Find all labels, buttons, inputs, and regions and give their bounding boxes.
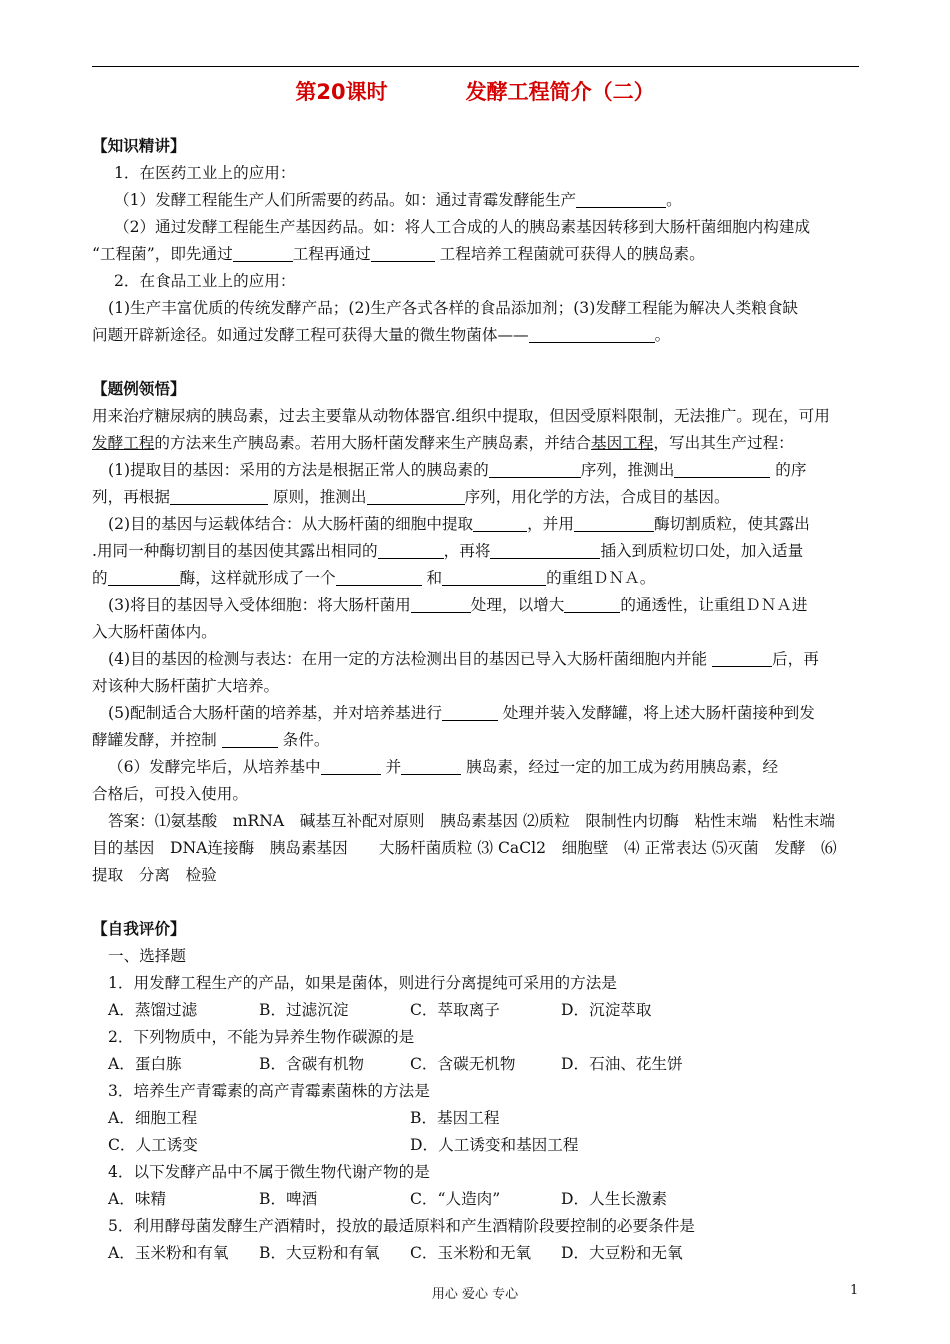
text-line: 用来治疗糖尿病的胰岛素，过去主要靠从动物体器官.组织中提取，但因受原料限制，无法推广。现在，可用 [92, 407, 830, 425]
fill-blank[interactable] [401, 758, 461, 775]
text-line: (3)将目的基因导入受体细胞：将大肠杆菌用 处理，以增大 的通透性，让重组ＤＮＡ进 [108, 596, 808, 614]
text-line: 2．在食品工业上的应用： [114, 272, 296, 290]
answer-line: 答案：⑴氨基酸 mRNA 碱基互补配对原则 胰岛素基因 ⑵质粒 限制性内切酶 粘性末端 粘性末端 [108, 812, 835, 830]
option[interactable]: A．味精 [108, 1190, 167, 1208]
question-3: 3．培养生产青霉素的高产青霉素菌株的方法是 [108, 1082, 430, 1100]
fill-blank[interactable] [321, 758, 381, 775]
option[interactable]: C．人工诱变 [108, 1136, 198, 1154]
question-2-options [92, 1051, 860, 1078]
answer-line: 提取 分离 检验 [92, 866, 217, 884]
fill-blank[interactable] [170, 488, 268, 505]
fill-blank[interactable] [712, 650, 772, 667]
text-line: “工程菌”，即先通过 工程再通过 工程培养工程菌就可获得人的胰岛素。 [92, 245, 705, 263]
section-heading-selfeval: 【自我评价】 [92, 920, 186, 938]
text-line: 列，再根据 原则，推测出 序列，用化学的方法，合成目的基因。 [92, 488, 730, 506]
option[interactable]: B．基因工程 [410, 1109, 500, 1127]
text-line: (1)生产丰富优质的传统发酵产品；(2)生产各式各样的食品添加剂；(3)发酵工程能为解决人类粮食缺 [108, 299, 799, 317]
page-number: 1 [850, 1283, 859, 1298]
option[interactable]: D．大豆粉和无氧 [561, 1244, 683, 1262]
text-line: （1）发酵工程能生产人们所需要的药品。如：通过青霉发酵能生产 。 [114, 191, 682, 209]
option[interactable]: D．沉淀萃取 [561, 1001, 652, 1019]
fill-blank[interactable] [674, 461, 770, 478]
fill-blank[interactable] [411, 596, 471, 613]
lesson-topic: 发酵工程简介（二） [465, 80, 655, 104]
option[interactable]: A．蒸馏过滤 [108, 1001, 198, 1019]
fill-blank[interactable] [222, 731, 278, 748]
section-heading-example: 【题例领悟】 [92, 380, 186, 398]
fill-blank[interactable] [108, 569, 180, 586]
question-3-options-row1 [92, 1105, 860, 1132]
option[interactable]: C．含碳无机物 [410, 1055, 516, 1073]
option[interactable]: D．人工诱变和基因工程 [410, 1136, 579, 1154]
fill-blank[interactable] [367, 488, 465, 505]
answer-line: 目的基因 DNA连接酶 胰岛素基因 大肠杆菌质粒 ⑶ CaCl2 细胞壁 ⑷ 正常表达 ⑸灭菌 发酵 ⑹ [92, 839, 837, 857]
fill-blank[interactable] [564, 596, 620, 613]
option[interactable]: C．萃取离子 [410, 1001, 500, 1019]
fill-blank[interactable] [576, 191, 666, 208]
question-2: 2．下列物质中，不能为异养生物作碳源的是 [108, 1028, 415, 1046]
text-line: 对该种大肠杆菌扩大培养。 [92, 677, 280, 695]
question-5: 5．利用酵母菌发酵生产酒精时，投放的最适原料和产生酒精阶段要控制的必要条件是 [108, 1217, 695, 1235]
fill-blank[interactable] [490, 542, 600, 559]
fill-blank[interactable] [442, 569, 546, 586]
question-5-options [92, 1240, 860, 1267]
fill-blank[interactable] [442, 704, 498, 721]
section-heading-knowledge: 【知识精讲】 [92, 137, 186, 155]
page-footer: 用心 爱心 专心 [431, 1287, 519, 1302]
option[interactable]: B．含碳有机物 [259, 1055, 365, 1073]
option[interactable]: C．“人造肉” [410, 1190, 501, 1208]
document-body [92, 133, 860, 1267]
text-line: .用同一种酶切割目的基因使其露出相同的 ，再将 插入到质粒切口处，加入适量 [92, 542, 804, 560]
option[interactable]: D．石油、花生饼 [561, 1055, 683, 1073]
text-line: 1．在医药工业上的应用： [114, 164, 296, 182]
question-3-options-row2 [92, 1132, 860, 1159]
lesson-number: 第20课时 [295, 80, 388, 104]
option[interactable]: C．玉米粉和无氧 [410, 1244, 532, 1262]
fill-blank[interactable] [371, 245, 435, 262]
text-line: 发酵工程的方法来生产胰岛素。若用大肠杆菌发酵来生产胰岛素，并结合基因工程，写出其生产过程： [92, 434, 794, 452]
option[interactable]: A．蛋白胨 [108, 1055, 182, 1073]
option[interactable]: A．细胞工程 [108, 1109, 198, 1127]
option[interactable]: B．啤酒 [259, 1190, 318, 1208]
page-title [0, 76, 950, 106]
option[interactable]: B．大豆粉和有氧 [259, 1244, 380, 1262]
text-line: （2）通过发酵工程能生产基因药品。如：将人工合成的人的胰岛素基因转移到大肠杆菌细胞内构建成 [114, 218, 811, 236]
text-line: (2)目的基因与运载体结合：从大肠杆菌的细胞中提取 ，并用 酶切割质粒，使其露出 [108, 515, 810, 533]
text-line: 合格后，可投入使用。 [92, 785, 248, 803]
text-line: 的 酶，这样就形成了一个 和 的重组ＤＮＡ。 [92, 569, 656, 587]
text-line: (4)目的基因的检测与表达：在用一定的方法检测出目的基因已导入大肠杆菌细胞内并能 后，再 [108, 650, 819, 668]
question-1-options [92, 997, 860, 1024]
text-line: 入大肠杆菌体内。 [92, 623, 217, 641]
option[interactable]: D．人生长激素 [561, 1190, 668, 1208]
question-1: 1．用发酵工程生产的产品，如果是菌体，则进行分离提纯可采用的方法是 [108, 974, 617, 992]
fill-blank[interactable] [378, 542, 444, 559]
text-line: (1)提取目的基因：采用的方法是根据正常人的胰岛素的 序列，推测出 的序 [108, 461, 807, 479]
fill-blank[interactable] [489, 461, 581, 478]
subsection-heading: 一、选择题 [108, 947, 186, 965]
question-4-options [92, 1186, 860, 1213]
fill-blank[interactable] [574, 515, 654, 532]
fill-blank[interactable] [233, 245, 293, 262]
header-rule [92, 66, 859, 67]
fill-blank[interactable] [336, 569, 422, 586]
question-4: 4．以下发酵产品中不属于微生物代谢产物的是 [108, 1163, 430, 1181]
fill-blank[interactable] [529, 326, 655, 343]
text-line: （6）发酵完毕后，从培养基中 并 胰岛素，经过一定的加工成为药用胰岛素，经 [108, 758, 779, 776]
text-line: 酵罐发酵，并控制 条件。 [92, 731, 330, 749]
text-line: 问题开辟新途径。如通过发酵工程可获得大量的微生物菌体—— 。 [92, 326, 671, 344]
option[interactable]: B．过滤沉淀 [259, 1001, 349, 1019]
option[interactable]: A．玉米粉和有氧 [108, 1244, 229, 1262]
text-line: (5)配制适合大肠杆菌的培养基，并对培养基进行 处理并装入发酵罐，将上述大肠杆菌接种到发 [108, 704, 815, 722]
fill-blank[interactable] [473, 515, 527, 532]
